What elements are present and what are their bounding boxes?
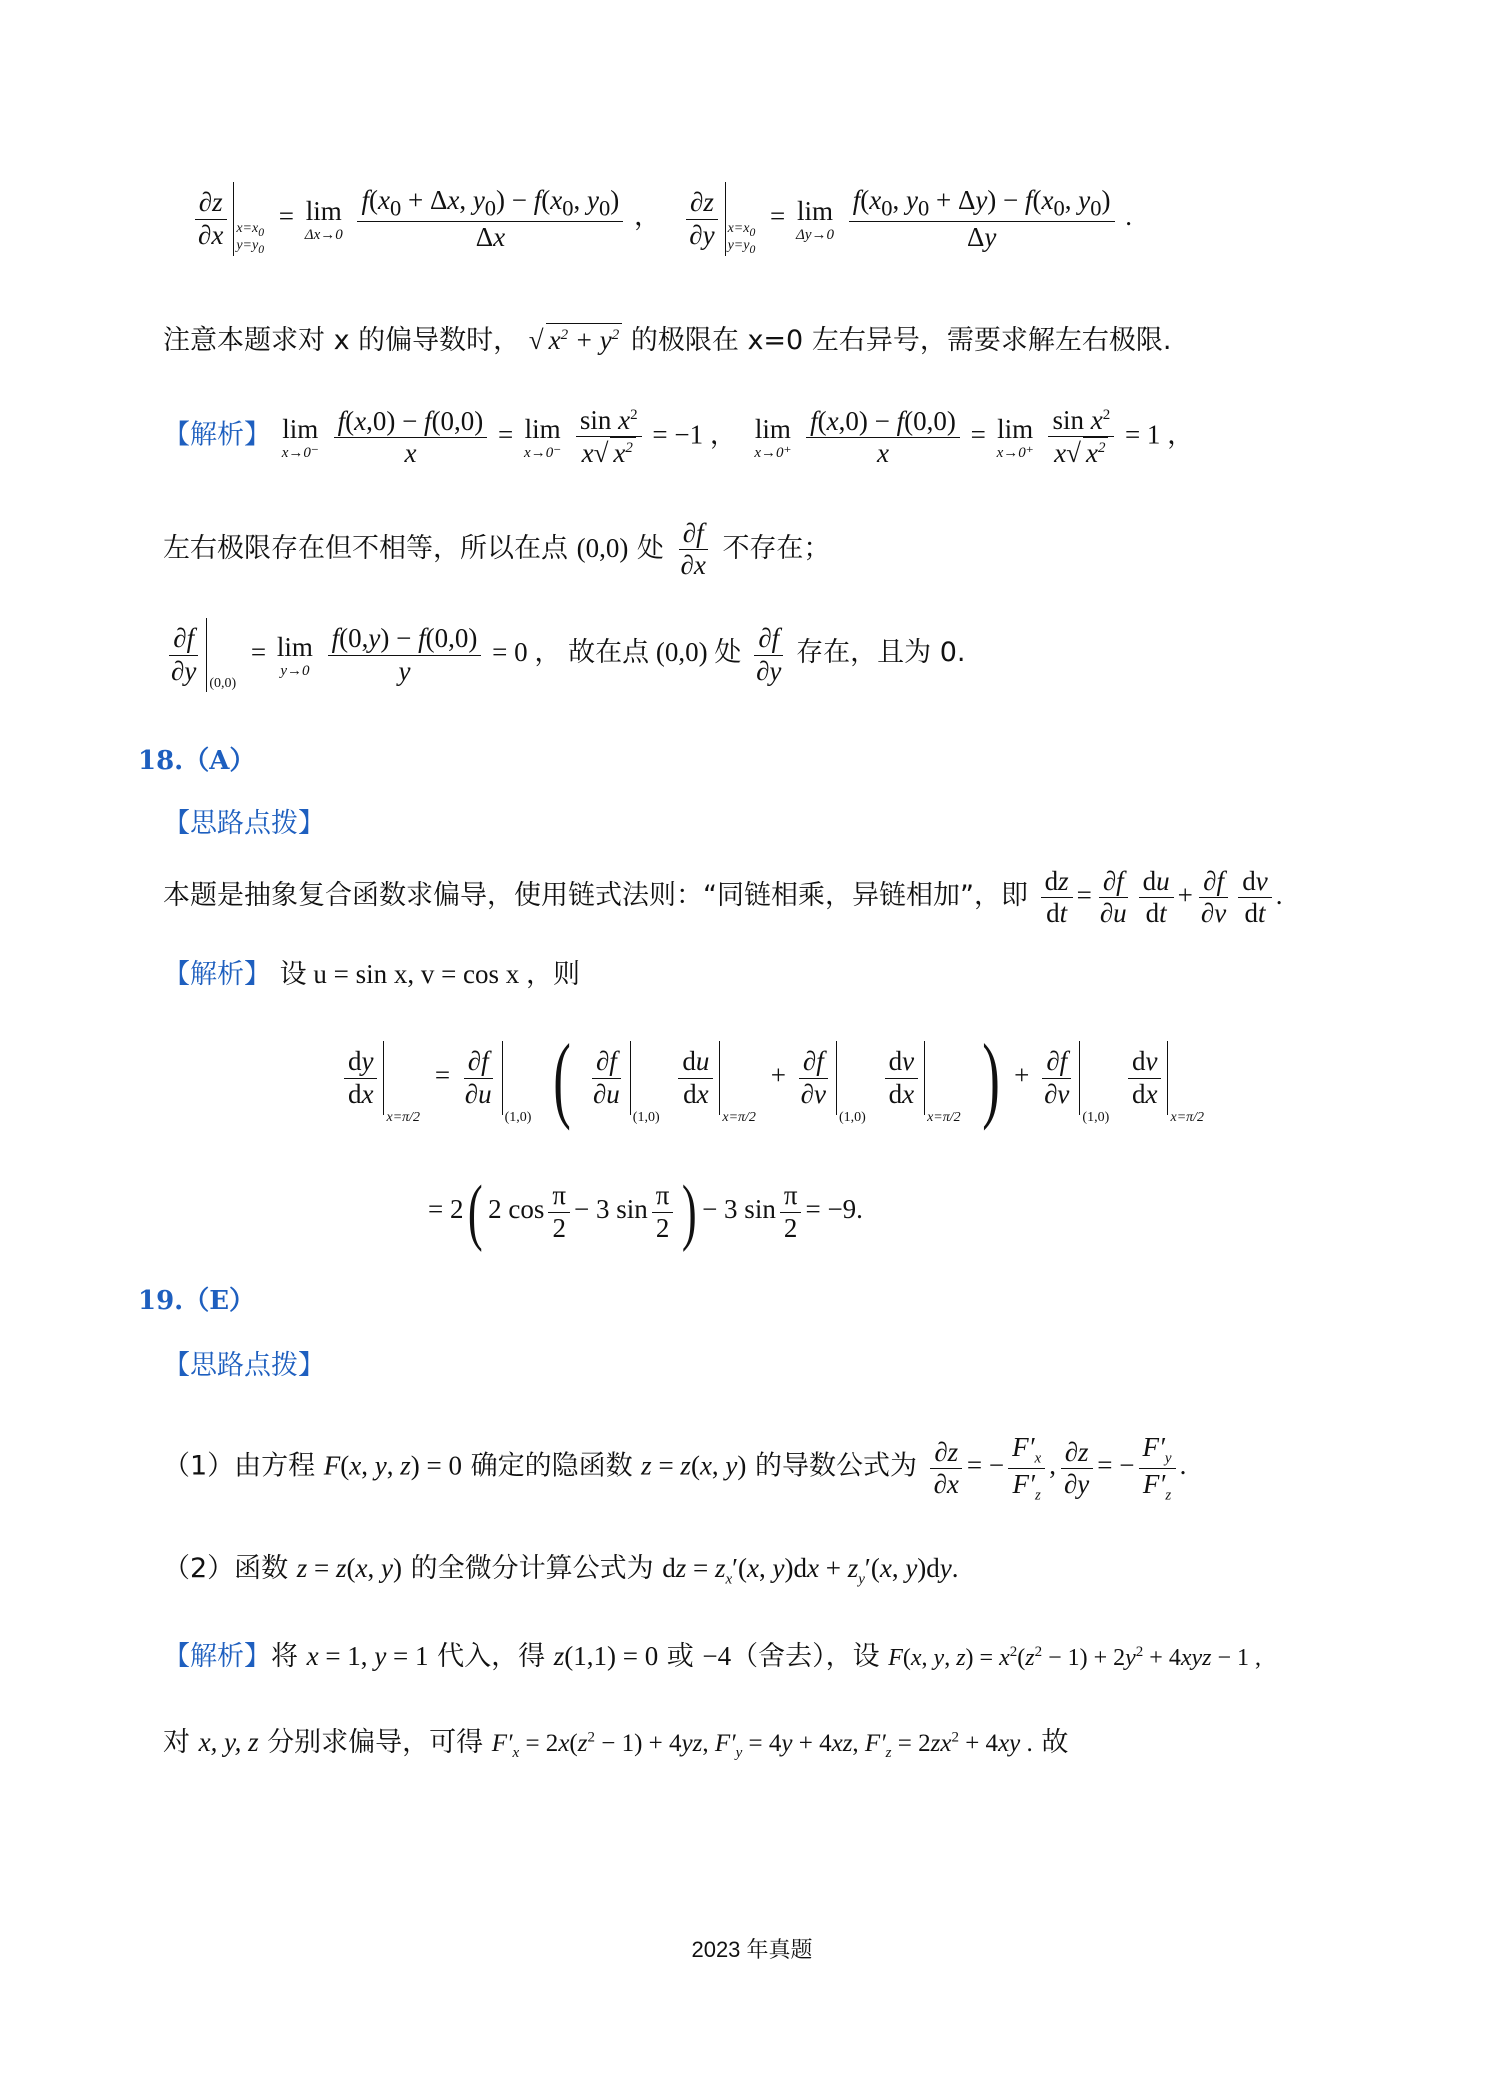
note-line: 注意本题求对 x 的偏导数时， √ $x^2 + y^2$ 的极限在 x=0 左右异号，需要求解左右极限. (163, 325, 1172, 356)
note-text-b: 的极限在 x=0 左右异号，需要求解左右极限. (630, 325, 1172, 356)
last-text-b: 分别求偏导，可得 (267, 1727, 484, 1758)
q18-number: 18.（A） (138, 746, 256, 776)
sol-text-a: 将 (271, 1641, 298, 1672)
q17-fy-line: $\frac{\partial f}{\partial y}$ (0,0) = lim y→0 $\frac{f(0,y) - f(0,0)}{y}$ = 0 ， 故在点 (0,0) 处 $\frac{\partial f}{\partial y}$ 存在，且为 0. (163, 618, 966, 692)
q19-hint-tag: 【思路点拨】 (163, 1350, 325, 1381)
last-text-a: 对 (163, 1727, 190, 1758)
point-text: (0,0) (576, 533, 629, 564)
q19-number: 19.（E） (138, 1286, 256, 1316)
q19-solution-line: 【解析】将 x = 1, y = 1 代入，得 z(1,1) = 0 或 −4（舍去），设 F(x, y, $z) = x^2(z^2 - 1) + 2y^2 + 4xyz - 1$ , (163, 1641, 1262, 1672)
q17-conclusion-fx: 左右极限存在但不相等，所以在点 (0,0) 处 $\frac{\partial f}{\partial x}$ 不存在； (163, 518, 831, 581)
dz-dy-fraction: $\frac{\partial z}{\partial y}$ (685, 187, 718, 250)
page-footer: 2023 年真题 (691, 1937, 813, 1962)
q17-limits-line: 【解析】 lim x→0⁻ $\frac{f(x,0) - f(0,0)}{x}$ = lim x→0⁻ $\frac{\sin x^2}{x√ x^2}$ = −1 ， lim x→0⁺ $\frac{f(x,0) - f(0,0)}{x}$ = lim x→0⁺ $\frac{\sin x^2}{x√ x^2}$ = 1 ， (163, 405, 1195, 469)
hint1-text-a: （1）由方程 (163, 1450, 316, 1482)
q19-partials-line: 对 x, y, z 分别求偏导，可得 $F'_x = 2x(z^2 - 1) + 4yz$, $F'_y = 4y + 4xz$, $F'_z = 2zx^2 + 4xy$ . 故 (163, 1727, 1069, 1761)
sol-text-b: 代入，得 (437, 1641, 546, 1672)
conclusion-text-b: 处 (636, 533, 664, 565)
hint1-text-b: 确定的隐函数 (470, 1450, 633, 1482)
partial-derivative-definitions: $\frac{\partial z}{\partial x}$ $x=x_0$ $y=y_0$ = lim Δx→0 $\frac{f(x_0 + \Delta x, y_0) - f(x_0, y_0)}{\Delta x}$ ， $\frac{\partial z}{\partial y}$ $x=x_0$ $y=y_0$ = lim Δy→0 $\frac{f(x_0, y_0 + \Delta y) - f(x_0, y_0)}{\Delta y}$ . (190, 182, 1132, 256)
fy-tail-a: 故在点 (568, 637, 650, 669)
q19-hint-2: （2）函数 z = z(x, y) 的全微分计算公式为 dz = $z_x'(x$, $y)dx + z_y'(x$, y)dy. (163, 1553, 959, 1588)
sol-text-c: 或 (666, 1641, 694, 1672)
sol-text-d: （舍去），设 (731, 1641, 880, 1672)
q19-hint-1: （1）由方程 F(x, y, z) = 0 确定的隐函数 z = z(x, y) 的导数公式为 $\frac{\partial z}{\partial x}$ = − $\frac{F'_x}{F'_z}$ , $\frac{\partial z}{\partial y}$ = − $\frac{F'_y}{F'_z}$ . (163, 1432, 1187, 1504)
fy-tail-b: 处 (714, 637, 742, 669)
q17-solution-tag: 【解析】 (163, 419, 271, 451)
q18-hint-tag: 【思路点拨】 (163, 808, 325, 839)
conclusion-text-c: 不存在； (722, 533, 831, 565)
conclusion-text-a: 左右极限存在但不相等，所以在点 (163, 533, 568, 565)
q18-hint-text: 本题是抽象复合函数求偏导，使用链式法则：“同链相乘，异链相加”，即 (163, 879, 1028, 911)
hint2-text-b: 的全微分计算公式为 (410, 1553, 654, 1584)
q18-solution-text: 设 u = sin x, v = cos x ，则 (279, 959, 581, 989)
hint1-text-c: 的导数公式为 (755, 1450, 917, 1482)
q19-solution-tag: 【解析】 (163, 1641, 271, 1672)
q18-result-eq: = 2( 2 cos $\frac{\pi}{2}$ − 3 sin $\frac{\pi}{2}$ ) − 3 sin $\frac{\pi}{2}$ = −9. (428, 1171, 863, 1253)
q18-solution-tag: 【解析】 (163, 959, 271, 990)
q18-chain-rule-eq: $\frac{dy}{dx}$ x=π/2 = $\frac{\partial f}{\partial u}$ (1,0) ( $\frac{\partial f}{\partial u}$ (1,0) $\frac{du}{dx}$ x=π/2 + $\frac{\partial f}{\partial v}$ (1,0) $\frac{dv}{dx}$ x=π/2 ) + $\frac{\partial f}{\partial v}$ (1,0) $\frac{dv}{dx}$ x=π/2 (340, 1030, 1212, 1126)
dz-dx-fraction: $\frac{\partial z}{\partial x}$ (194, 187, 227, 250)
last-text-c: 故 (1041, 1727, 1069, 1758)
hint2-text-a: （2）函数 (163, 1553, 289, 1584)
fy-tail-c: 存在，且为 0. (796, 637, 966, 669)
note-text-a: 注意本题求对 x 的偏导数时， (163, 325, 521, 356)
q18-hint-line: 本题是抽象复合函数求偏导，使用链式法则：“同链相乘，异链相加”，即 $\frac{dz}{dt}$ = $\frac{\partial f}{\partial u}$ $\frac{du}{dt}$ + $\frac{\partial f}{\partial v}$ $\frac{dv}{dt}$ . (163, 866, 1283, 929)
q18-solution-line (163, 958, 580, 991)
